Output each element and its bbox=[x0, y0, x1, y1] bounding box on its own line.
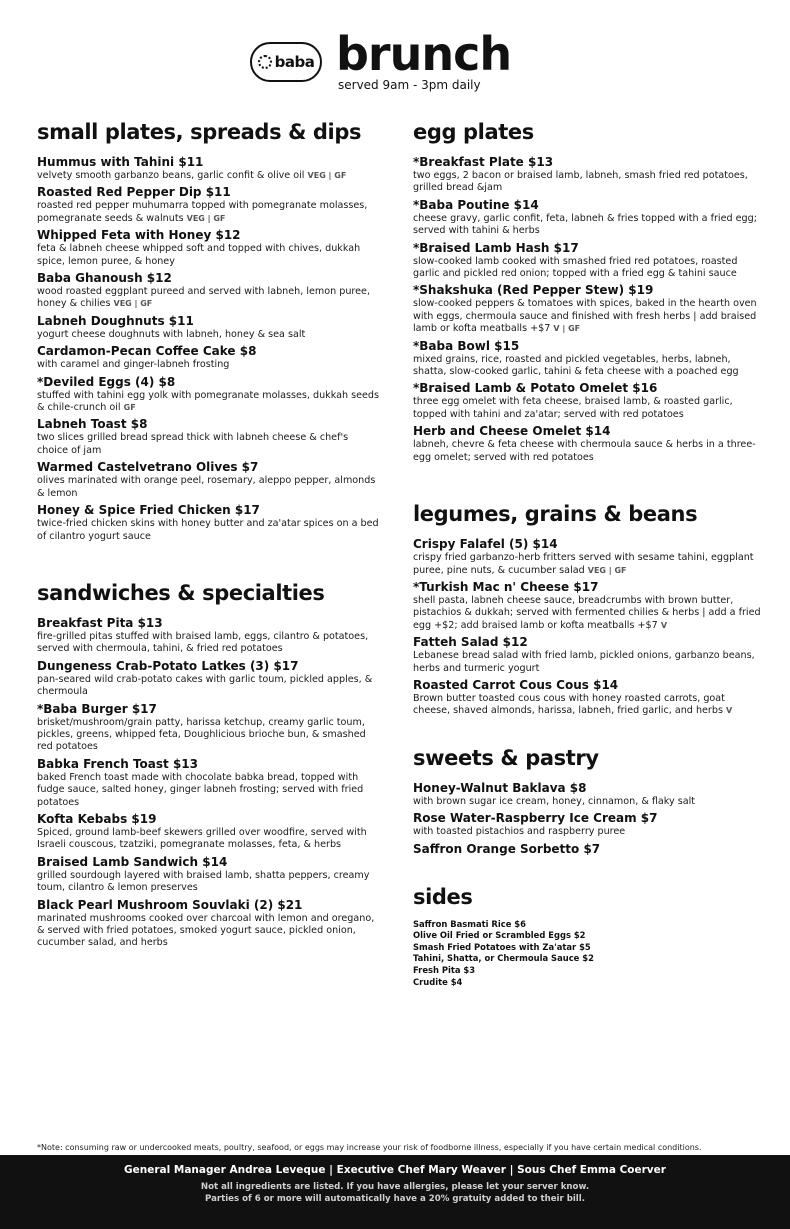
item-description-text: grilled sourdough layered with braised lamb, shatta peppers, creamy toum, cilantro & lemon preserves bbox=[37, 869, 370, 894]
item-name: *Shakshuka (Red Pepper Stew) $19 bbox=[413, 283, 654, 298]
dietary-tag: V | GF bbox=[553, 324, 581, 334]
section-title: legumes, grains & beans bbox=[413, 502, 698, 527]
item-description bbox=[37, 329, 382, 341]
item-name: Hummus with Tahini $11 bbox=[37, 155, 204, 169]
item-description bbox=[413, 439, 763, 464]
menu-item bbox=[413, 154, 763, 195]
menu-item bbox=[37, 658, 382, 699]
item-description bbox=[413, 693, 763, 718]
left-column bbox=[37, 118, 382, 952]
item-description-text: stuffed with tahini egg yolk with pomegranate molasses, dukkah seeds & chile-crunch oil bbox=[37, 389, 379, 414]
item-name: Warmed Castelvetrano Olives $7 bbox=[37, 460, 259, 475]
side-item: Smash Fried Potatoes with Za'atar $5 bbox=[413, 941, 591, 952]
item-description-text: yogurt cheese doughnuts with labneh, honey & sea salt bbox=[37, 328, 306, 340]
menu-item bbox=[37, 897, 382, 950]
item-name: Roasted Carrot Cous Cous $14 bbox=[413, 677, 619, 692]
item-description bbox=[37, 674, 382, 699]
section-sides bbox=[413, 883, 763, 989]
item-name: Roasted Red Pepper Dip $11 bbox=[37, 185, 231, 200]
item-name: Breakfast Pita $13 bbox=[37, 615, 163, 630]
menu-item bbox=[37, 343, 382, 371]
menu-item bbox=[413, 380, 763, 421]
dietary-tag: GF bbox=[123, 403, 136, 413]
item-description bbox=[37, 432, 382, 457]
menu-item bbox=[37, 313, 382, 341]
item-name: *Baba Bowl $15 bbox=[413, 338, 520, 353]
item-description-text: cheese gravy, garlic confit, feta, labneh & fries topped with a fried egg; served with tahini & herbs bbox=[413, 212, 757, 237]
item-name: Kofta Kebabs $19 bbox=[37, 811, 157, 826]
section-legumes bbox=[413, 500, 763, 718]
menu-item bbox=[413, 423, 763, 464]
item-description-text: slow-cooked peppers & tomatoes with spices, baked in the hearth oven with eggs, chermoula sauce and finished with fresh herbs | add braised lamb or kofta meatballs +$7 bbox=[413, 298, 757, 335]
item-name: Honey-Walnut Baklava $8 bbox=[413, 780, 587, 795]
item-list bbox=[413, 536, 763, 718]
menu-item bbox=[413, 197, 763, 238]
item-description bbox=[413, 213, 763, 238]
item-description bbox=[37, 772, 382, 809]
item-description-text: three egg omelet with feta cheese, braised lamb, & roasted garlic, topped with tahini and za'atar; served with red potatoes bbox=[413, 396, 733, 420]
item-description-text: two eggs, 2 bacon or braised lamb, labneh, smash fried red potatoes, grilled bread &jam bbox=[413, 170, 748, 194]
allergy-note: Not all ingredients are listed. If you have allergies, please let your server know. bbox=[200, 1182, 590, 1192]
staff-credits: General Manager Andrea Leveque | Executive Chef Mary Weaver | Sous Chef Emma Coerver bbox=[124, 1164, 666, 1176]
item-name: *Breakfast Plate $13 bbox=[413, 155, 554, 169]
item-description-text: mixed grains, rice, roasted and pickled vegetables, herbs, labneh, shatta, slow-cooked garlic, tahini & feta cheese with a poached egg bbox=[413, 353, 739, 378]
item-description bbox=[413, 552, 763, 577]
item-description bbox=[37, 170, 382, 182]
item-description-text: shell pasta, labneh cheese sauce, breadcrumbs with brown butter, pistachios & dukkah; served with fermented chilies & herbs | add a fried egg +$2; add braised lamb or kofta meatballs +$7 bbox=[413, 594, 761, 631]
item-description bbox=[37, 518, 382, 543]
item-description bbox=[413, 396, 763, 421]
item-description-text: feta & labneh cheese whipped soft and topped with chives, dukkah spice, lemon puree, & honey bbox=[37, 243, 361, 267]
item-name: Honey & Spice Fried Chicken $17 bbox=[37, 503, 260, 518]
item-name: Saffron Orange Sorbetto $7 bbox=[413, 841, 601, 856]
item-description bbox=[413, 650, 763, 675]
item-description-text: two slices grilled bread spread thick with labneh cheese & chef's choice of jam bbox=[37, 432, 349, 456]
dietary-tag: VEG | GF bbox=[113, 299, 153, 309]
item-description-text: marinated mushrooms cooked over charcoal with lemon and oregano, & served with fried potatoes, smoked yogurt sauce, pickled onion, cucumber salad, and herbs bbox=[37, 912, 375, 949]
page-subtitle: served 9am - 3pm daily bbox=[338, 78, 481, 92]
item-name: *Baba Burger $17 bbox=[37, 701, 157, 716]
item-list bbox=[37, 154, 382, 543]
section-title: sides bbox=[413, 884, 473, 909]
section-title: egg plates bbox=[413, 120, 534, 144]
menu-item bbox=[413, 677, 763, 718]
item-name: Black Pearl Mushroom Souvlaki (2) $21 bbox=[37, 897, 303, 912]
item-description-text: with caramel and ginger-labneh frosting bbox=[37, 359, 230, 371]
menu-item bbox=[37, 459, 382, 500]
item-description bbox=[37, 717, 382, 754]
item-description bbox=[37, 827, 382, 852]
section-title: sweets & pastry bbox=[413, 745, 599, 770]
item-name: Babka French Toast $13 bbox=[37, 756, 198, 771]
item-name: Braised Lamb Sandwich $14 bbox=[37, 854, 228, 869]
menu-item bbox=[413, 634, 763, 675]
menu-item bbox=[37, 227, 382, 268]
item-description-text: crispy fried garbanzo-herb fritters served with sesame tahini, eggplant puree, pine nuts, & cucumber salad bbox=[413, 552, 754, 576]
baba-logo bbox=[250, 42, 322, 82]
dietary-tag: V bbox=[660, 620, 668, 630]
item-description-text: olives marinated with orange peel, rosemary, aleppo pepper, almonds & lemon bbox=[37, 475, 376, 499]
item-description-text: roasted red pepper muhumarra topped with pomegranate molasses, pomegranate seeds & walnuts bbox=[37, 200, 368, 224]
item-name: Labneh Doughnuts $11 bbox=[37, 313, 194, 328]
item-description bbox=[37, 631, 382, 656]
item-description bbox=[37, 359, 382, 371]
menu-item bbox=[37, 374, 382, 415]
item-description bbox=[37, 475, 382, 500]
menu-item bbox=[413, 338, 763, 379]
item-description-text: labneh, chevre & feta cheese with chermoula sauce & herbs in a three-egg omelet; served with red potatoes bbox=[413, 439, 756, 463]
item-description-text: with toasted pistachios and raspberry puree bbox=[413, 826, 626, 838]
item-description bbox=[37, 243, 382, 268]
menu-item bbox=[413, 841, 763, 857]
dietary-tag: VEG | GF bbox=[186, 213, 226, 223]
menu-item bbox=[413, 282, 763, 335]
item-description bbox=[413, 298, 763, 335]
item-description bbox=[413, 354, 763, 379]
section-title: small plates, spreads & dips bbox=[37, 120, 362, 144]
item-description-text: Lebanese bread salad with fried lamb, pickled onions, garbanzo beans, herbs and turmeric yogurt bbox=[413, 650, 755, 674]
item-list bbox=[413, 154, 763, 464]
item-name: *Braised Lamb Hash $17 bbox=[413, 240, 579, 255]
dietary-tag: VEG | GF bbox=[307, 171, 347, 180]
item-name: Rose Water-Raspberry Ice Cream $7 bbox=[413, 811, 658, 826]
item-description bbox=[37, 390, 382, 415]
section-title: sandwiches & specialties bbox=[37, 580, 325, 605]
item-description bbox=[37, 913, 382, 950]
menu-item bbox=[37, 184, 382, 225]
item-description bbox=[413, 796, 763, 808]
item-name: Cardamon-Pecan Coffee Cake $8 bbox=[37, 344, 257, 359]
dietary-tag: V bbox=[726, 706, 733, 716]
menu-item bbox=[37, 270, 382, 311]
sides-list bbox=[413, 919, 763, 989]
item-name: Dungeness Crab-Potato Latkes (3) $17 bbox=[37, 658, 299, 673]
item-name: Herb and Cheese Omelet $14 bbox=[413, 424, 611, 439]
side-item: Tahini, Shatta, or Chermoula Sauce $2 bbox=[413, 953, 594, 964]
item-description bbox=[37, 200, 382, 225]
menu-item bbox=[413, 780, 763, 808]
item-description bbox=[37, 286, 382, 311]
page-title: brunch bbox=[336, 27, 512, 81]
item-description-text: Brown butter toasted cous cous with honey roasted carrots, goat cheese, shaved almonds, harissa, labneh, fried garlic, and herbs bbox=[413, 692, 725, 717]
item-description bbox=[37, 870, 382, 895]
item-description-text: velvety smooth garbanzo beans, garlic confit & olive oil bbox=[37, 170, 305, 181]
section-egg-plates bbox=[413, 118, 763, 464]
side-item: Crudite $4 bbox=[413, 976, 463, 987]
menu-item bbox=[37, 154, 382, 182]
item-description-text: with brown sugar ice cream, honey, cinnamon, & flaky salt bbox=[413, 795, 696, 807]
item-name: *Braised Lamb & Potato Omelet $16 bbox=[413, 381, 658, 396]
item-description-text: slow-cooked lamb cooked with smashed fried red potatoes, roasted garlic and pickled red onion; topped with a fried egg & tahini sauce bbox=[413, 255, 738, 280]
item-name: *Baba Poutine $14 bbox=[413, 197, 539, 212]
item-name: Labneh Toast $8 bbox=[37, 417, 148, 432]
menu-item bbox=[37, 701, 382, 754]
side-item: Fresh Pita $3 bbox=[413, 964, 476, 975]
dietary-tag: VEG | GF bbox=[587, 565, 627, 575]
item-name: *Turkish Mac n' Cheese $17 bbox=[413, 579, 599, 594]
item-name: Baba Ghanoush $12 bbox=[37, 271, 172, 286]
logo-text: baba bbox=[274, 53, 315, 71]
menu-item bbox=[37, 615, 382, 656]
side-item: Saffron Basmati Rice $6 bbox=[413, 918, 526, 929]
menu-item bbox=[37, 502, 382, 543]
item-description-text: wood roasted eggplant pureed and served with labneh, lemon puree, honey & chilies bbox=[37, 286, 370, 310]
right-column bbox=[413, 118, 763, 988]
logo-mark-icon bbox=[258, 55, 272, 69]
item-description-text: fire-grilled pitas stuffed with braised lamb, eggs, cilantro & potatoes, served with chermoula, tahini, & fried red potatoes bbox=[37, 630, 369, 655]
side-item: Olive Oil Fried or Scrambled Eggs $2 bbox=[413, 930, 586, 941]
section-sweets bbox=[413, 744, 763, 857]
item-name: Whipped Feta with Honey $12 bbox=[37, 228, 241, 243]
menu-item bbox=[37, 416, 382, 457]
gratuity-note: Parties of 6 or more will automatically have a 20% gratuity added to their bill. bbox=[205, 1194, 585, 1204]
item-description-text: pan-seared wild crab-potato cakes with garlic toum, pickled apples, & chermoula bbox=[37, 673, 373, 698]
item-description bbox=[413, 595, 763, 632]
menu-item bbox=[413, 579, 763, 632]
footer-bar bbox=[0, 1155, 790, 1229]
item-name: *Deviled Eggs (4) $8 bbox=[37, 374, 176, 389]
item-description-text: brisket/mushroom/grain patty, harissa ketchup, creamy garlic toum, pickles, greens, whipped feta, Doughlicious brioche bun, & smashed red potatoes bbox=[37, 716, 366, 753]
item-description-text: baked French toast made with chocolate babka bread, topped with fudge sauce, salted honey, ginger labneh frosting; served with fried potatoes bbox=[37, 771, 364, 808]
section-small-plates bbox=[37, 118, 382, 543]
menu-item bbox=[37, 811, 382, 852]
menu-item bbox=[37, 854, 382, 895]
item-list bbox=[37, 615, 382, 950]
menu-item bbox=[413, 810, 763, 838]
section-sandwiches bbox=[37, 579, 382, 950]
item-description bbox=[413, 826, 763, 838]
item-description bbox=[413, 256, 763, 281]
menu-item bbox=[413, 240, 763, 281]
item-description-text: twice-fried chicken skins with honey butter and za'atar spices on a bed of cilantro yogurt sauce bbox=[37, 518, 379, 542]
food-safety-note: *Note: consuming raw or undercooked meats, poultry, seafood, or eggs may increase your risk of foodborne illness, especially if you have certain medical conditions. bbox=[37, 1143, 702, 1152]
menu-item bbox=[413, 536, 763, 577]
menu-item bbox=[37, 756, 382, 809]
item-list bbox=[413, 780, 763, 857]
item-description bbox=[413, 170, 763, 195]
menu-header bbox=[250, 26, 570, 96]
item-description-text: Spiced, ground lamb-beef skewers grilled over woodfire, served with Israeli couscous, tzatziki, pomegranate molasses, feta, & herbs bbox=[37, 826, 367, 851]
item-name: Fatteh Salad $12 bbox=[413, 635, 528, 650]
item-name: Crispy Falafel (5) $14 bbox=[413, 537, 558, 552]
